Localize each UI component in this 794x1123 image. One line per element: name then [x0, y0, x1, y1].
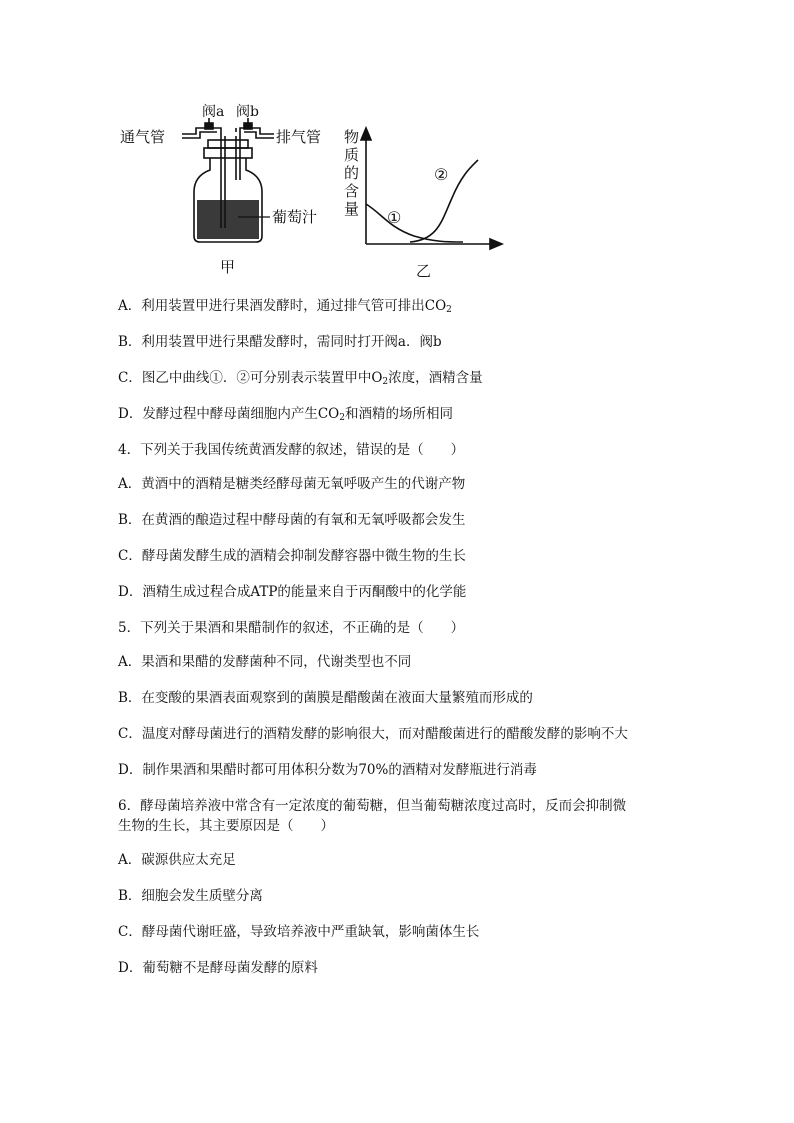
- q6-option-b: B．细胞会发生质壁分离: [118, 888, 263, 904]
- outlet-tube-label: 排气管: [276, 128, 322, 146]
- q4-option-a: A．黄酒中的酒精是糖类经酵母菌无氧呼吸产生的代谢产物: [118, 476, 466, 492]
- grape-juice-label: 葡萄汁: [272, 208, 318, 226]
- q3-option-d: D．发酵过程中酵母菌细胞内产生$CO_2$和酒精的场所相同: [118, 406, 453, 423]
- question-list: [118, 296, 690, 994]
- x-axis-arrow: [490, 239, 502, 249]
- valve-b-label: 阀b: [236, 104, 259, 120]
- q5-option-c: C．温度对酵母菌进行的酒精发酵的影响很大，而对醋酸菌进行的醋酸发酵的影响不大: [118, 726, 628, 742]
- q4-option-c: C．酵母菌发酵生成的酒精会抑制发酵容器中微生物的生长: [118, 548, 466, 564]
- q6-option-a: A．碳源供应太充足: [118, 852, 236, 868]
- label-jia: 甲: [220, 258, 236, 276]
- label-yi: 乙: [416, 262, 432, 280]
- y-axis-label-5: 量: [344, 200, 360, 218]
- q3-option-c: C．图乙中曲线①．②可分别表示装置甲中$O_2$浓度，酒精含量: [118, 370, 483, 387]
- curve-1-label: ①: [387, 208, 402, 227]
- y-axis-label-2: 质: [344, 146, 360, 164]
- figure-svg: [118, 100, 518, 285]
- content-graph: [361, 128, 502, 249]
- y-axis-label-4: 含: [344, 182, 360, 200]
- y-axis-arrow: [361, 128, 371, 140]
- y-axis-label-3: 的: [344, 164, 360, 182]
- q5-option-a: A．果酒和果醋的发酵菌种不同，代谢类型也不同: [118, 654, 412, 670]
- curve-1: [366, 204, 463, 242]
- experiment-figure: [118, 100, 518, 285]
- q4-stem: 4．下列关于我国传统黄酒发酵的叙述，错误的是（ ）: [118, 442, 465, 458]
- q3-option-a: A．利用装置甲进行果酒发酵时，通过排气管可排出$CO_2$: [118, 298, 452, 315]
- q6-option-c: C．酵母菌代谢旺盛，导致培养液中严重缺氧，影响菌体生长: [118, 924, 480, 940]
- y-axis-label-1: 物: [344, 128, 360, 146]
- q6-option-d: D．葡萄糖不是酵母菌发酵的原料: [118, 960, 318, 976]
- q6-stem-line2: 生物的生长，其主要原因是（ ）: [118, 818, 334, 834]
- grape-juice-liquid: [197, 200, 259, 239]
- valve-a-label: 阀a: [202, 104, 225, 120]
- fermentation-apparatus: [182, 118, 274, 242]
- q4-option-d: D．酒精生成过程合成ATP的能量来自于丙酮酸中的化学能: [118, 584, 467, 600]
- q5-option-d: D．制作果酒和果醋时都可用体积分数为70%的酒精对发酵瓶进行消毒: [118, 762, 537, 778]
- q5-stem: 5．下列关于果酒和果醋制作的叙述，不正确的是（ ）: [118, 620, 465, 636]
- q6-stem-line1: 6．酵母菌培养液中常含有一定浓度的葡萄糖，但当葡萄糖浓度过高时，反而会抑制微: [118, 798, 627, 814]
- q3-option-b: B．利用装置甲进行果醋发酵时，需同时打开阀a．阀b: [118, 334, 442, 350]
- curve-2-label: ②: [434, 165, 449, 184]
- inlet-tube-label: 通气管: [120, 128, 166, 146]
- q5-option-b: B．在变酸的果酒表面观察到的菌膜是醋酸菌在液面大量繁殖而形成的: [118, 690, 533, 706]
- q4-option-b: B．在黄酒的酿造过程中酵母菌的有氧和无氧呼吸都会发生: [118, 512, 466, 528]
